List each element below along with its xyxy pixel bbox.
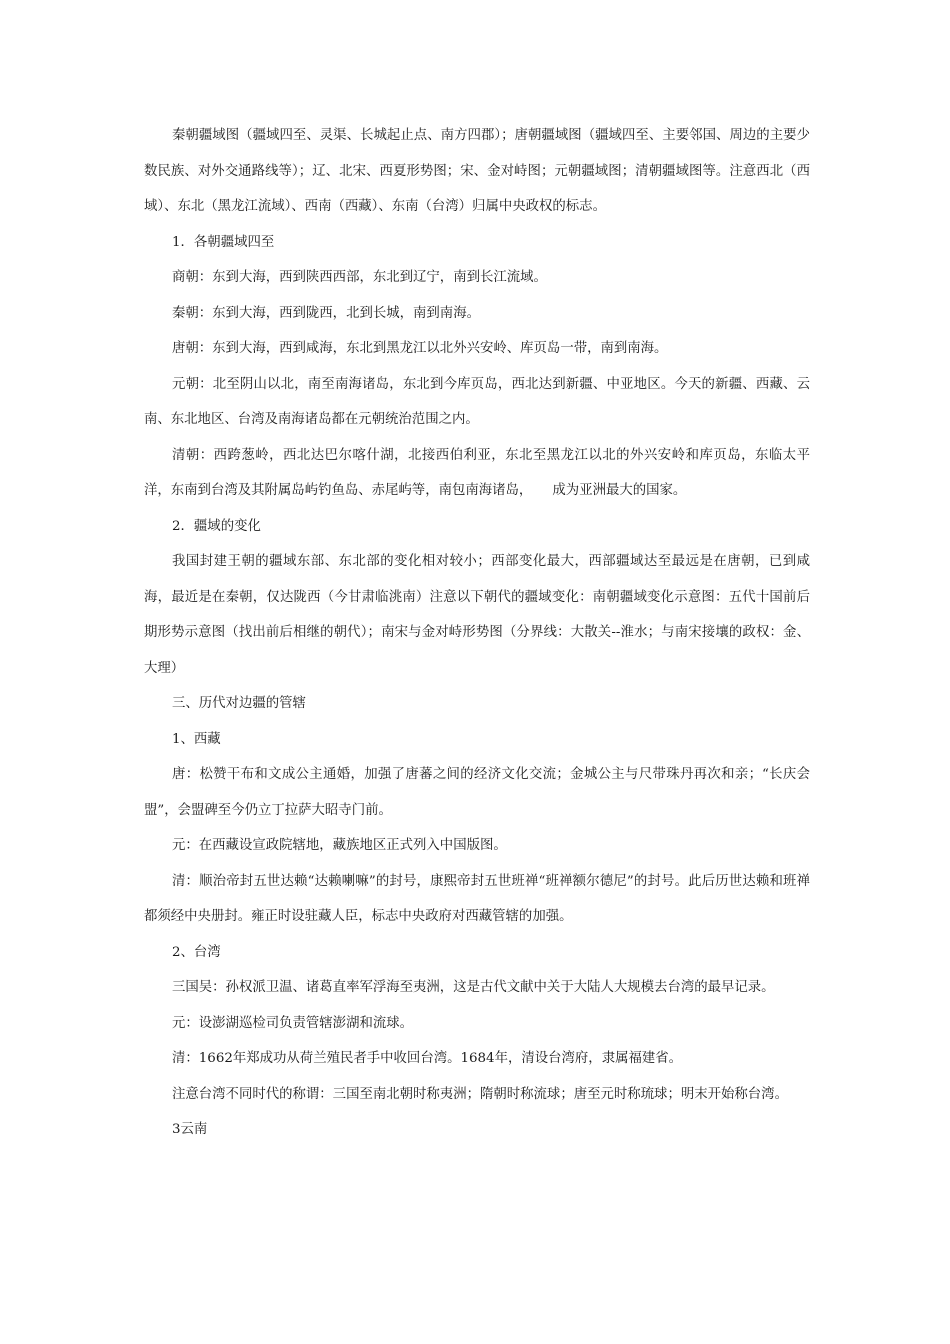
subheading-yunnan: 3云南: [172, 1122, 208, 1137]
section-heading-frontier-admin: 三、历代对边疆的管辖: [172, 696, 306, 711]
paragraph-taiwan-names: 注意台湾不同时代的称谓：三国至南北朝时称夷洲；隋朝时称流球；唐至元时称琉球；明末开始称台湾。: [172, 1086, 788, 1102]
subheading-taiwan: 2、台湾: [172, 944, 221, 960]
paragraph-qing: 清朝：西跨葱岭，西北达巴尔喀什湖，北接西伯利亚，东北至黑龙江以北的外兴安岭和库页岛，东临太平洋，东南到台湾及其附属岛屿钓鱼岛、赤尾屿等，南包南海诸岛， 成为亚洲最大的国家。: [144, 447, 810, 498]
section-heading-dynasty-boundaries: 1．各朝疆域四至: [172, 234, 275, 250]
paragraph-taiwan-wu: 三国吴：孙权派卫温、诸葛直率军浮海至夷洲，这是古代文献中关于大陆人大规模去台湾的最早记录。: [172, 980, 775, 995]
paragraph-territory-change: 我国封建王朝的疆域东部、东北部的变化相对较小；西部变化最大，西部疆域达至最远是在唐朝，已到咸海，最近是在秦朝，仅达陇西（今甘肃临洮南）注意以下朝代的疆域变化：南朝疆域变化示意图：五代十国前后期形势示意图（找出前后相继的朝代）；南宋与金对峙形势图（分界线：大散关--淮水；与南宋接壤的政权：金、大理）: [144, 554, 810, 676]
paragraph-qin: 秦朝：东到大海，西到陇西，北到长城，南到南海。: [172, 305, 480, 321]
subheading-tibet: 1、西藏: [172, 731, 221, 747]
paragraph-taiwan-qing: 清：1662年郑成功从荷兰殖民者手中收回台湾。1684年，清设台湾府，隶属福建省。: [172, 1051, 683, 1066]
paragraph-tang: 唐朝：东到大海，西到咸海，东北到黑龙江以北外兴安岭、库页岛一带，南到南海。: [172, 341, 668, 356]
paragraph-shang: 商朝：东到大海，西到陕西西部，东北到辽宁，南到长江流域。: [172, 270, 547, 285]
paragraph-tibet-yuan: 元：在西藏设宣政院辖地，藏族地区正式列入中国版图。: [172, 838, 507, 853]
paragraph-tibet-tang: 唐：松赞干布和文成公主通婚，加强了唐蕃之间的经济文化交流；金城公主与尺带珠丹再次和亲；“长庆会盟”，会盟碑至今仍立丁拉萨大昭寺门前。: [144, 767, 810, 818]
document-body: [144, 118, 810, 1148]
paragraph-taiwan-yuan: 元：设澎湖巡检司负责管辖澎湖和流球。: [172, 1015, 414, 1031]
section-heading-territory-change: 2．疆域的变化: [172, 518, 261, 534]
paragraph-tibet-qing: 清：顺治帝封五世达赖“达赖喇嘛”的封号，康熙帝封五世班禅“班禅额尔德尼”的封号。此后历世达赖和班禅都须经中央册封。雍正时设驻藏人臣，标志中央政府对西藏管辖的加强。: [144, 873, 810, 924]
intro-paragraph: 秦朝疆域图（疆域四至、灵渠、长城起止点、南方四郡）；唐朝疆域图（疆域四至、主要邻国、周边的主要少数民族、对外交通路线等）；辽、北宋、西夏形势图；宋、金对峙图；元朝疆域图；清朝疆域图等。注意西北（西域）、东北（黑龙江流域）、西南（西藏）、东南（台湾）归属中央政权的标志。: [144, 128, 810, 214]
paragraph-yuan: 元朝：北至阴山以北，南至南海诸岛，东北到今库页岛，西北达到新疆、中亚地区。今天的新疆、西藏、云南、东北地区、台湾及南海诸岛都在元朝统治范围之内。: [144, 376, 810, 427]
